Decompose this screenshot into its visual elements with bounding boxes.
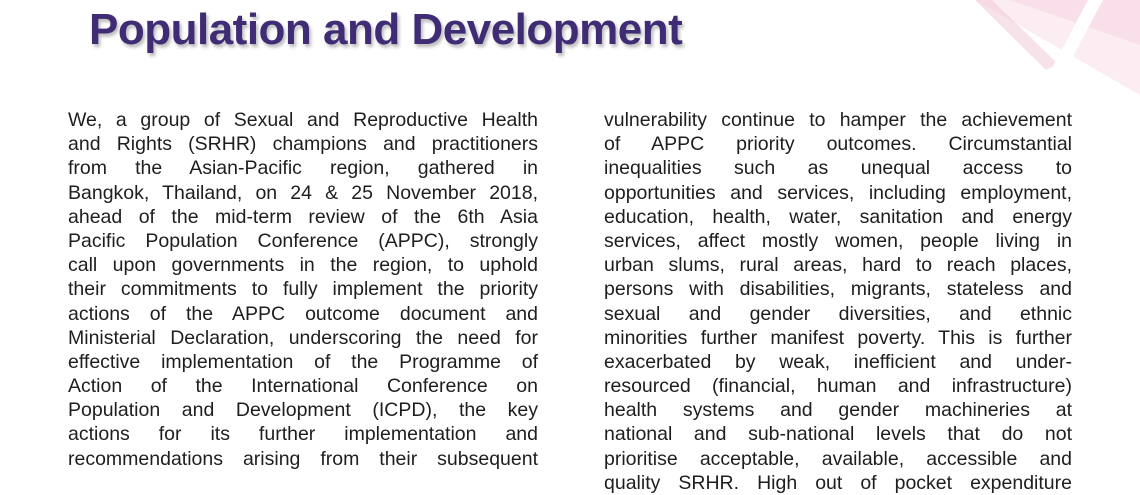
text-line: prioritise acceptable, available, accessible and — [604, 447, 1072, 470]
text-column-right — [604, 108, 1072, 495]
text-line: opportunities and services, including employment, — [604, 181, 1072, 204]
pink-corner-decoration — [950, 0, 1140, 100]
text-line: Action of the International Conference on — [68, 375, 538, 398]
text-line: persons with disabilities, migrants, stateless and — [604, 278, 1072, 301]
text-line: urban slums, rural areas, hard to reach places, — [604, 254, 1072, 277]
text-line: health systems and gender machineries at — [604, 399, 1072, 422]
text-line: education, health, water, sanitation and energy — [604, 205, 1072, 228]
text-line: of APPC priority outcomes. Circumstantial — [604, 133, 1072, 156]
text-column-left — [68, 108, 538, 471]
text-line: national and sub-national levels that do not — [604, 423, 1072, 446]
text-line: inequalities such as unequal access to — [604, 157, 1072, 180]
text-line: vulnerability continue to hamper the achievement — [604, 109, 1072, 131]
text-line: exacerbated by weak, inefficient and under- — [604, 350, 1072, 373]
text-line: call upon governments in the region, to uphold — [68, 254, 538, 277]
text-line: Ministerial Declaration, underscoring the need for — [68, 326, 538, 349]
text-line: their commitments to fully implement the priority — [68, 278, 538, 301]
text-line: Bangkok, Thailand, on 24 & 25 November 2018, — [68, 181, 538, 204]
text-line: sexual and gender diversities, and ethnic — [604, 302, 1072, 325]
text-line: quality SRHR. High out of pocket expenditure — [604, 471, 1072, 494]
text-line: minorities further manifest poverty. This is further — [604, 326, 1072, 349]
page-title: Population and Development — [89, 5, 683, 54]
text-line: effective implementation of the Programme of — [68, 350, 538, 373]
text-line: We, a group of Sexual and Reproductive Health — [68, 109, 538, 131]
text-line: ahead of the mid-term review of the 6th Asia — [68, 205, 538, 228]
text-line: actions of the APPC outcome document and — [68, 302, 538, 325]
text-line: Pacific Population Conference (APPC), strongly — [68, 229, 538, 252]
text-line: services, affect mostly women, people living in — [604, 229, 1072, 252]
text-line: actions for its further implementation and — [68, 423, 538, 446]
text-line: resourced (financial, human and infrastructure) — [604, 375, 1072, 398]
text-line: and Rights (SRHR) champions and practitioners — [68, 133, 538, 156]
text-line: Population and Development (ICPD), the key — [68, 399, 538, 422]
text-line: from the Asian-Pacific region, gathered in — [68, 157, 538, 180]
text-line: recommendations arising from their subsequent — [68, 447, 538, 470]
